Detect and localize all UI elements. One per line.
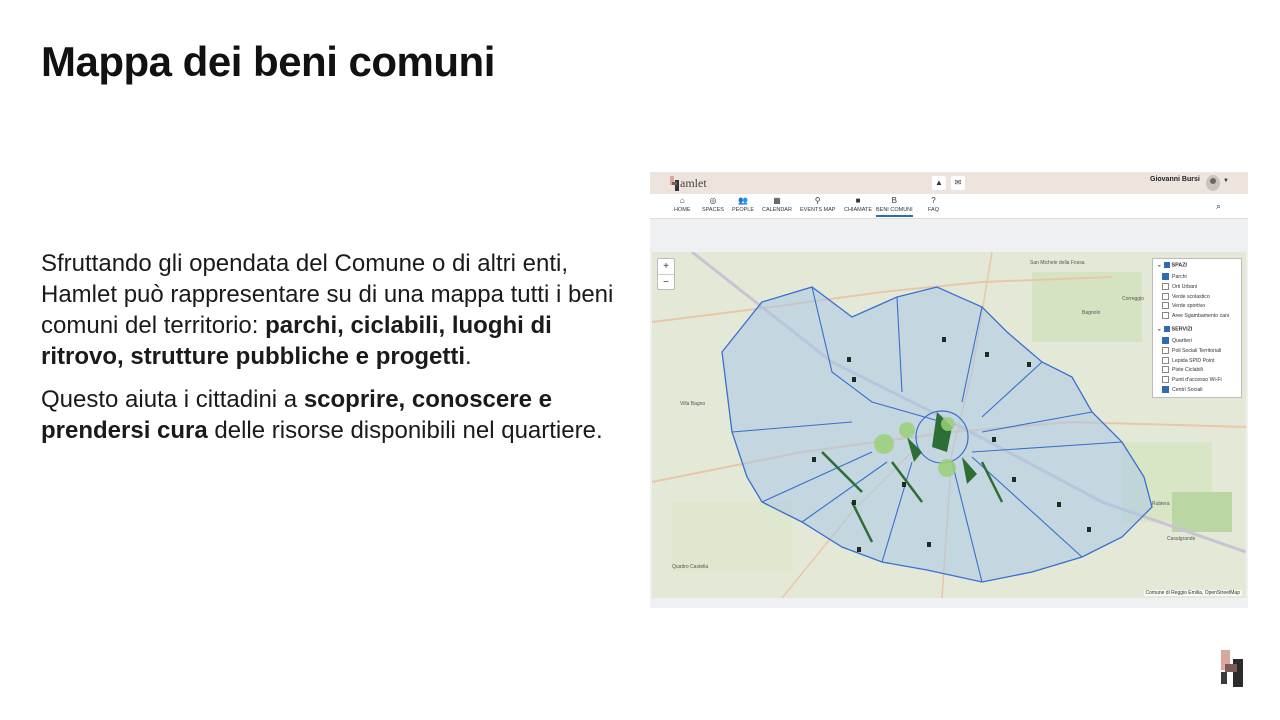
tab-label: EVENTS MAP: [800, 207, 836, 213]
layer-option[interactable]: [1162, 357, 1214, 364]
layer-option[interactable]: [1162, 302, 1205, 309]
paragraph-2-bold: scoprire, conoscere e prendersi cura: [41, 386, 552, 444]
map-label-quattro-castella: Quattro Castella: [672, 564, 709, 570]
layer-option-label: Lepida SPID Point: [1172, 357, 1215, 364]
zoom-out-button[interactable]: −: [663, 277, 669, 288]
paragraph-2-text: Questo aiuta i cittadini a: [41, 386, 304, 413]
layer-checkbox[interactable]: [1162, 283, 1169, 290]
layer-group-label: SERVIZI: [1171, 326, 1193, 333]
slide-title: Mappa dei beni comuni: [41, 38, 495, 85]
tab-label: CHIAMATE: [844, 207, 873, 213]
search-icon[interactable]: ⌕: [1216, 201, 1222, 211]
layer-checkbox[interactable]: [1162, 273, 1169, 280]
tab-label: BENI COMUNI: [876, 207, 913, 213]
tab-label: HOME: [674, 207, 691, 213]
layer-option-label: Aree Sgambamento cani: [1172, 313, 1230, 320]
target-icon: ◎: [709, 196, 717, 205]
paragraph-1-end: .: [465, 343, 472, 370]
calendar-icon: ▦: [773, 196, 781, 205]
app-header: [650, 172, 1248, 194]
layer-checkbox[interactable]: [1162, 312, 1169, 319]
layer-checkbox[interactable]: [1162, 347, 1169, 354]
chevron-down-icon[interactable]: ▼: [1223, 178, 1229, 184]
layer-option[interactable]: [1162, 283, 1197, 290]
home-icon: ⌂: [679, 196, 685, 205]
tab-faq[interactable]: [928, 196, 939, 213]
paragraph-1: [41, 248, 631, 372]
map-label-villa-bagno: Villa Bagno: [680, 401, 706, 407]
tab-spaces[interactable]: [702, 196, 724, 213]
question-icon: ?: [931, 196, 936, 205]
video-icon: ■: [855, 196, 861, 205]
layer-option[interactable]: [1162, 273, 1187, 280]
layer-checkbox[interactable]: [1162, 302, 1169, 309]
b-letter-icon: B: [891, 196, 897, 205]
paragraph-2: [41, 384, 631, 446]
layer-group-label: SPAZI: [1171, 262, 1188, 269]
tab-people[interactable]: [732, 196, 754, 213]
tab-label: SPACES: [702, 207, 724, 213]
layer-option-label: Poli Sociali Territoriali: [1172, 347, 1222, 354]
layer-option[interactable]: [1162, 376, 1222, 383]
people-icon: 👥: [738, 196, 748, 205]
layer-option[interactable]: [1162, 386, 1203, 393]
commons-map[interactable]: [652, 252, 1246, 598]
chevron-down-icon[interactable]: ⌄: [1157, 326, 1162, 333]
paragraph-1-text: Sfruttando gli opendata del Comune o di altri enti, Hamlet può rappresentare su di una mappa tutti i beni comuni del territorio:: [41, 250, 614, 339]
tab-label: PEOPLE: [732, 207, 755, 213]
layer-group-servizi[interactable]: [1157, 326, 1192, 332]
zoom-control: [657, 258, 675, 290]
map-label-correggio: Correggio: [1122, 296, 1144, 302]
map-label-rubiera: Rubiera: [1152, 501, 1170, 507]
layer-option-label: Piste Ciclabili: [1172, 367, 1203, 374]
tab-beni-comuni[interactable]: [876, 196, 913, 217]
map-label-bagnolo: Bagnolo: [1082, 310, 1101, 316]
app-logo-text: amlet: [680, 176, 707, 190]
map-attribution: Comune di Reggio Emilia, OpenStreetMap: [1145, 590, 1240, 596]
layer-option[interactable]: [1162, 347, 1221, 354]
layer-checkbox[interactable]: [1162, 366, 1169, 373]
map-label-san-michele: San Michele della Fossa: [1030, 260, 1085, 266]
tab-label: FAQ: [928, 207, 940, 213]
layer-option[interactable]: [1162, 312, 1229, 319]
layer-option-label: Orti Urbani: [1172, 283, 1198, 290]
layer-checkbox[interactable]: [1162, 293, 1169, 300]
layer-checkbox[interactable]: [1162, 376, 1169, 383]
messages-envelope-icon[interactable]: ✉: [951, 176, 965, 190]
map-pin-icon: ⚲: [814, 196, 821, 205]
layer-control: [1152, 258, 1242, 398]
app-screenshot: [650, 172, 1248, 608]
layer-option-label: Punti d'accesso Wi-Fi: [1172, 377, 1222, 384]
map-label-casalgrande: Casalgrande: [1167, 536, 1196, 542]
paragraph-2-end: delle risorse disponibili nel quartiere.: [207, 417, 603, 444]
layer-checkbox[interactable]: [1162, 386, 1169, 393]
layer-option[interactable]: [1162, 366, 1203, 373]
hamlet-logo-icon[interactable]: [670, 176, 680, 192]
zoom-in-button[interactable]: +: [658, 259, 674, 275]
layer-group-icon: [1164, 262, 1170, 268]
layer-option-label: Quartieri: [1172, 337, 1192, 344]
chevron-down-icon[interactable]: ⌄: [1157, 262, 1162, 269]
hamlet-brand-logo-icon: [1221, 650, 1245, 688]
layer-option-label: Parchi: [1172, 273, 1187, 280]
layer-option-label: Centri Sociali: [1172, 386, 1203, 393]
paragraph-1-bold: parchi, ciclabili, luoghi di ritrovo, strutture pubbliche e progetti: [41, 312, 552, 370]
layer-group-spazi[interactable]: [1157, 262, 1187, 268]
layer-option[interactable]: [1162, 337, 1192, 344]
tab-events-map[interactable]: [800, 196, 835, 213]
tab-home[interactable]: [674, 196, 691, 213]
layer-option-label: Verde scolastico: [1172, 293, 1210, 300]
layer-option-label: Verde sportivo: [1172, 303, 1206, 310]
layer-checkbox[interactable]: [1162, 337, 1169, 344]
layer-group-icon: [1164, 326, 1170, 332]
avatar[interactable]: [1206, 175, 1220, 191]
tab-calendar[interactable]: [762, 196, 792, 213]
main-nav: [650, 194, 1248, 219]
layer-option[interactable]: [1162, 293, 1210, 300]
notifications-bell-icon[interactable]: ▲: [932, 176, 946, 190]
user-name[interactable]: Giovanni Bursi: [1150, 176, 1200, 183]
tab-chiamate[interactable]: [844, 196, 872, 213]
tab-label: CALENDAR: [762, 207, 792, 213]
slide-body: [41, 248, 631, 458]
layer-checkbox[interactable]: [1162, 357, 1169, 364]
